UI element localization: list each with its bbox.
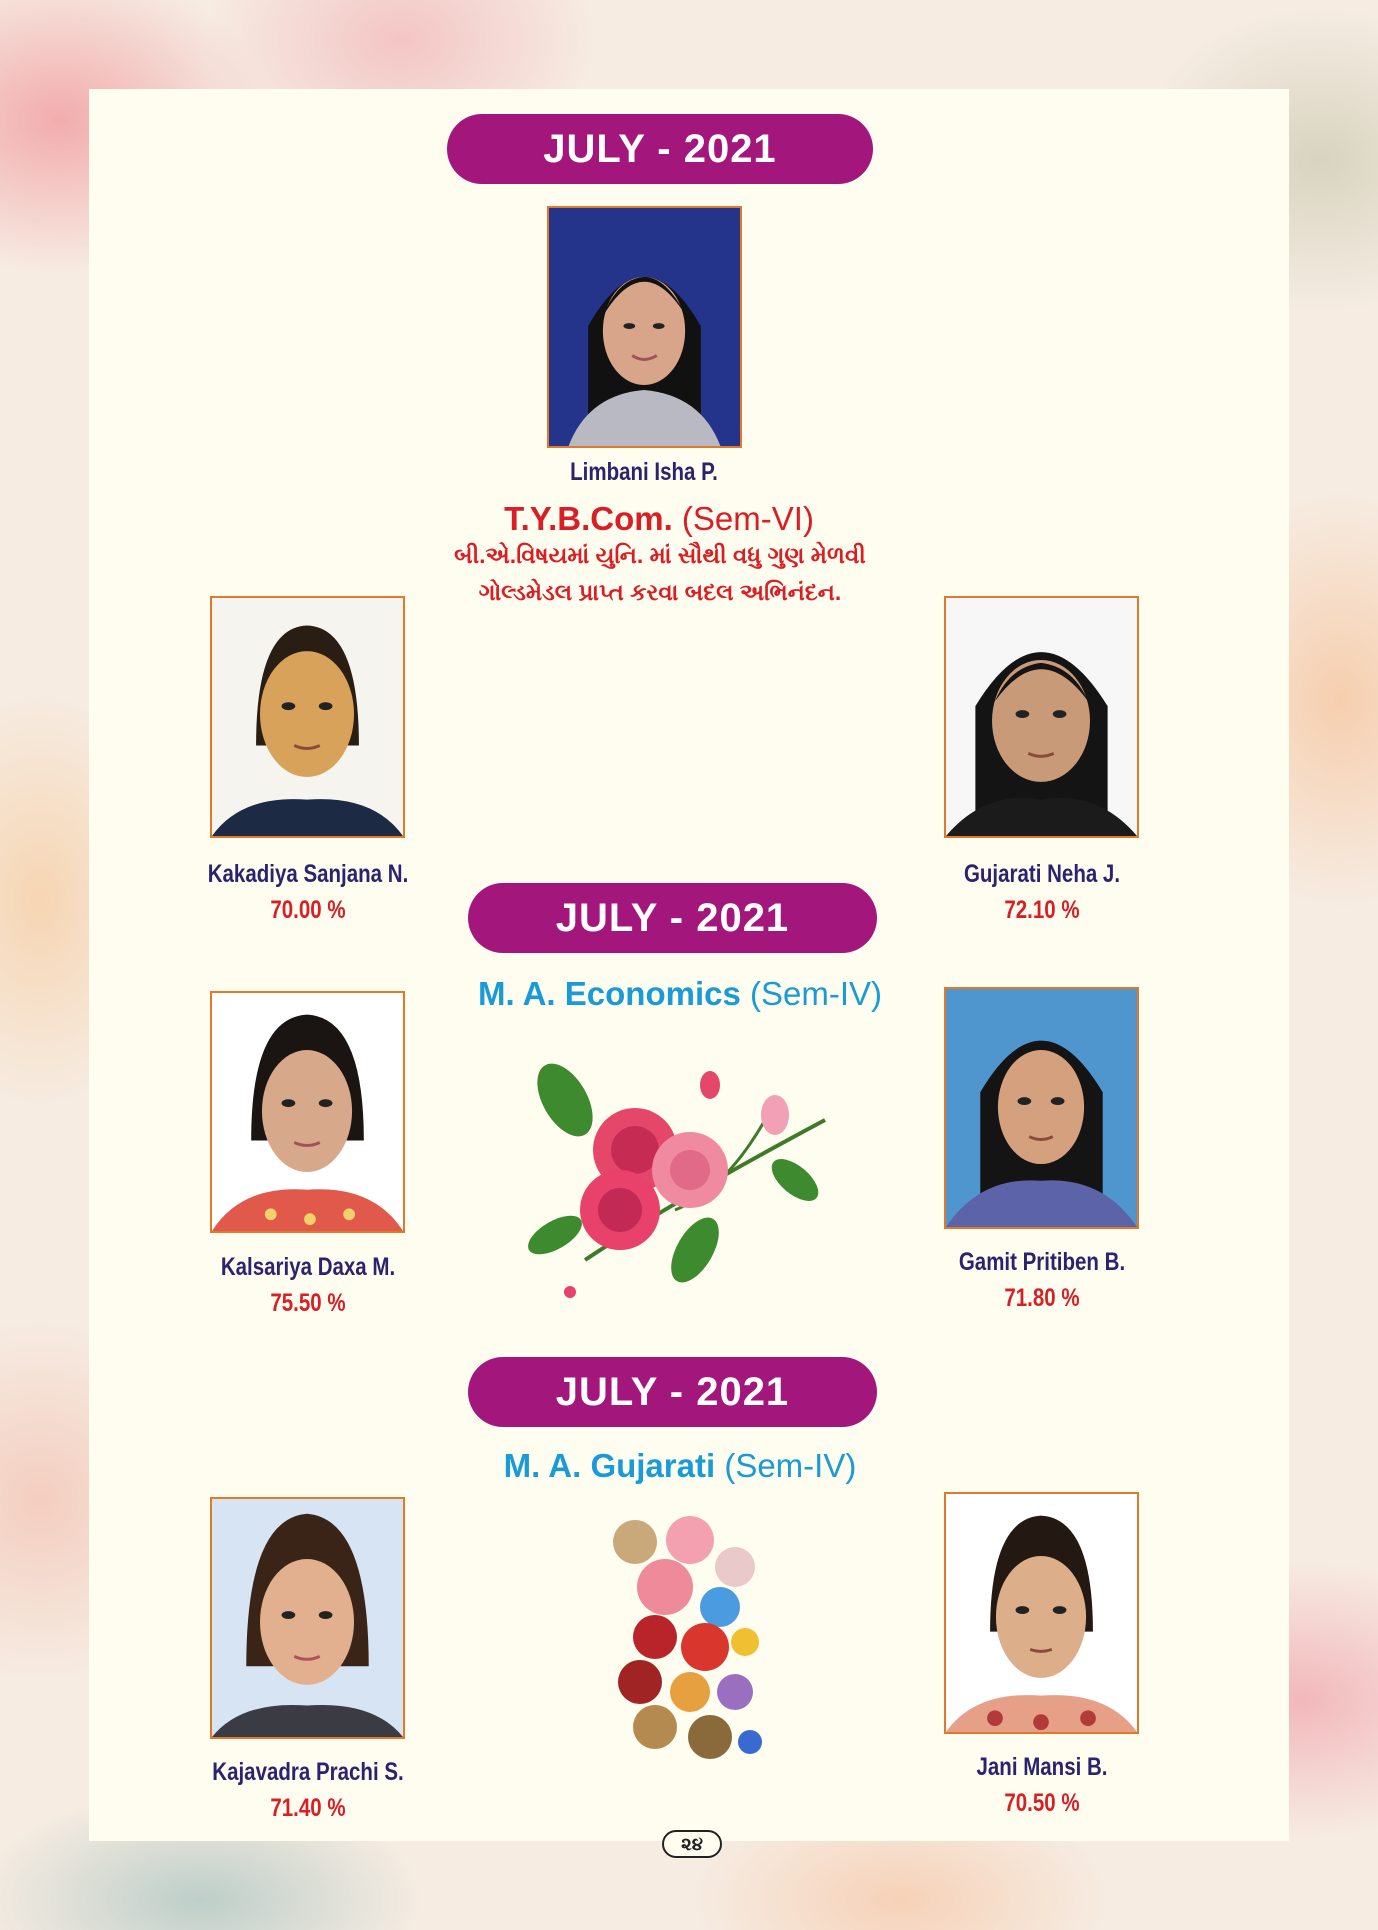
student-name-6: Jani Mansi B.	[976, 1753, 1108, 1781]
student-name-1: Kakadiya Sanjana N.	[207, 860, 409, 888]
student-percent-6: 70.50 %	[1004, 1789, 1080, 1817]
student-photo-gamit	[944, 987, 1139, 1229]
gujarati-message-line1: બી.એ.વિષયમાં યુનિ. માં સૌથી વધુ ગુણ મેળવી	[454, 542, 866, 568]
section-banner-2: JULY - 2021	[468, 883, 877, 953]
student-percent-3: 75.50 %	[270, 1289, 346, 1317]
course-title-2	[420, 975, 940, 1013]
course-title-1	[439, 500, 879, 538]
student-photo-kajavadra	[210, 1497, 405, 1739]
course-sem-1: (Sem-VI)	[672, 500, 814, 537]
course-sem-2: (Sem-IV)	[740, 975, 882, 1012]
student-name-2: Gujarati Neha J.	[963, 860, 1121, 888]
rose-bouquet-image	[525, 1060, 850, 1300]
course-main-1: T.Y.B.Com.	[504, 500, 673, 537]
flower-bouquet-image	[595, 1512, 780, 1772]
student-name-5: Kajavadra Prachi S.	[212, 1758, 404, 1786]
course-title-3	[420, 1447, 940, 1485]
student-percent-5: 71.40 %	[270, 1794, 346, 1822]
section-banner-1: JULY - 2021	[447, 114, 873, 184]
course-main-3: M. A. Gujarati	[503, 1447, 716, 1484]
course-sem-3: (Sem-IV)	[715, 1447, 857, 1484]
student-name-4: Gamit Pritiben B.	[958, 1248, 1126, 1276]
student-percent-1: 70.00 %	[270, 896, 346, 924]
student-photo-kalsariya	[210, 991, 405, 1233]
gujarati-message-line2: ગોલ્ડમેડલ પ્રાપ્ત કરવા બદલ અભિનંદન.	[478, 579, 842, 605]
student-photo-kakadiya	[210, 596, 405, 838]
student-photo-gujarati	[944, 596, 1139, 838]
student-name-3: Kalsariya Daxa M.	[220, 1253, 396, 1281]
section-banner-3: JULY - 2021	[468, 1357, 877, 1427]
student-percent-4: 71.80 %	[1004, 1284, 1080, 1312]
course-main-2: M. A. Economics	[478, 975, 741, 1012]
student-percent-2: 72.10 %	[1004, 896, 1080, 924]
top-student-name: Limbani Isha P.	[570, 458, 718, 486]
student-photo-jani	[944, 1492, 1139, 1734]
student-photo-limbani	[547, 206, 742, 448]
page-number: ૨૪	[662, 1830, 722, 1858]
